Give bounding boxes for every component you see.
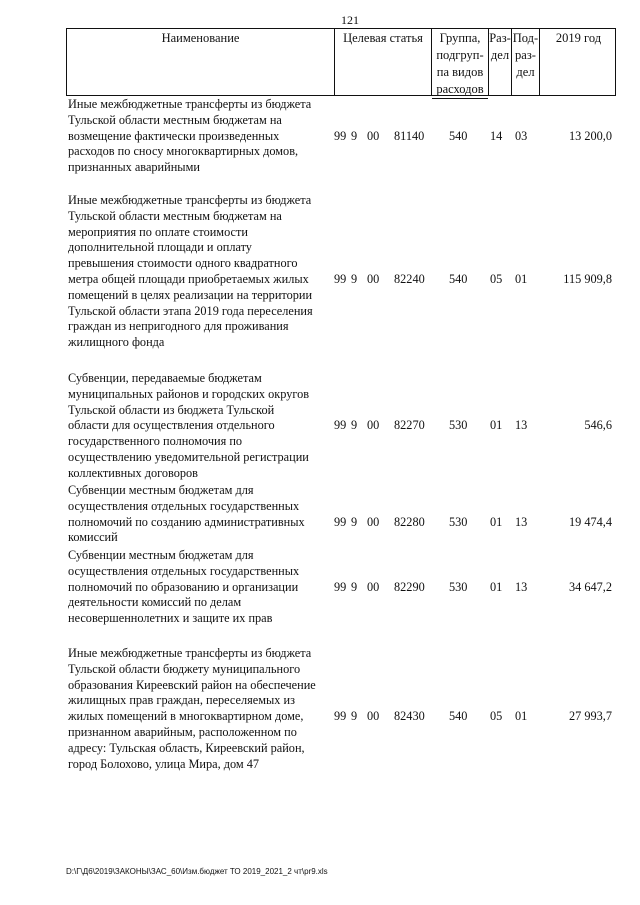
row-name-line: коллективных договоров: [68, 465, 198, 480]
header-target-article: Целевая статья: [334, 29, 431, 95]
header-name: Наименование: [161, 31, 240, 45]
row-name-line: жилищного фонда: [68, 335, 165, 350]
cell-amount: 34 647,2: [568, 579, 612, 594]
row-name-line: превышения стоимости одного квадратного: [68, 256, 298, 271]
row-name-line: области для осуществления отдельного: [68, 418, 275, 433]
row-name-line: Субвенции местным бюджетам для: [68, 483, 254, 497]
row-values: [66, 580, 616, 596]
cell-program: 99: [334, 579, 347, 594]
row-name-line: муниципальных районов и городских округов: [68, 386, 310, 401]
row-name-line: Тульской области бюджету муниципального: [68, 661, 301, 676]
cell-subprogram: 9: [351, 128, 358, 143]
cell-code: 81140: [394, 128, 425, 143]
row-name-line: признанном аварийным, расположенном по: [68, 724, 297, 739]
header-year: 2019 год: [539, 29, 617, 95]
row-name-line: Тульской области местным бюджетам на: [68, 208, 282, 223]
row-values: [66, 709, 616, 725]
cell-group: 540: [449, 128, 468, 143]
header-podrazdel-line: Под-: [512, 31, 539, 45]
cell-direction: 00: [367, 272, 380, 286]
header-group-line: расходов: [432, 81, 488, 99]
cell-direction: 00: [367, 128, 380, 143]
cell-razdel: 01: [490, 579, 503, 594]
header-group-line: подгруп-: [436, 48, 484, 62]
cell-subprogram: 9: [351, 709, 358, 724]
cell-razdel: 05: [490, 272, 503, 286]
cell-subprogram: 9: [351, 272, 358, 286]
cell-amount: 546,6: [584, 418, 612, 433]
cell-code: 82290: [394, 579, 425, 594]
header-group: [431, 29, 488, 95]
cell-group: 530: [449, 579, 468, 594]
cell-program: 99: [334, 418, 347, 433]
row-name-line: несовершеннолетних и защите их прав: [68, 611, 273, 626]
cell-direction: 00: [367, 418, 380, 433]
cell-podrazdel: 01: [515, 272, 528, 286]
cell-amount: 19 474,4: [568, 514, 612, 529]
row-name-line: дополнительной площади и оплату: [68, 240, 252, 255]
cell-amount: 13 200,0: [568, 128, 612, 143]
cell-podrazdel: 03: [515, 128, 528, 143]
cell-razdel: 01: [490, 514, 503, 529]
cell-group: 530: [449, 418, 468, 433]
cell-razdel: 01: [490, 418, 503, 433]
row-name-line: метра общей площади приобретаемых жилых: [68, 271, 309, 286]
row-name-line: деятельности комиссий по делам: [68, 595, 242, 610]
header-razdel-line: дел: [490, 48, 510, 62]
row-name-line: Субвенции местным бюджетам для: [68, 548, 254, 562]
cell-subprogram: 9: [351, 418, 358, 433]
header-group-line: па видов: [436, 65, 484, 79]
row-name-line: город Болохово, улица Мира, дом 47: [68, 756, 260, 771]
page-number: 121: [341, 13, 359, 27]
cell-program: 99: [334, 514, 347, 529]
cell-podrazdel: 13: [515, 418, 528, 433]
file-path-footer: D:\Г\Д6\2019\ЗАКОНЫ\ЗАС_60\Изм.бюджет ТО 2019_2021_2 чт\pr9.xls: [66, 867, 328, 876]
row-name-line: Иные межбюджетные трансферты из бюджета: [68, 97, 312, 111]
cell-subprogram: 9: [351, 514, 358, 529]
row-name-line: осуществления отдельных государственных: [68, 563, 300, 578]
cell-direction: 00: [367, 579, 380, 594]
cell-code: 82280: [394, 514, 425, 529]
row-name-line: граждан из непригодного для проживания: [68, 319, 289, 334]
row-name-line: комиссий: [68, 530, 118, 545]
cell-amount: 27 993,7: [568, 709, 612, 724]
header-podrazdel: [511, 29, 539, 95]
header-razdel-line: Раз-: [489, 31, 511, 45]
row-name-line: расходов по сносу многоквартирных домов,: [68, 144, 299, 159]
row-name-line: полномочий по созданию административных: [68, 514, 305, 529]
row-name-line: Тульской области этапа 2019 года переселения: [68, 303, 313, 318]
row-name-line: помещений в целях реализации на территории: [68, 287, 313, 302]
row-values: [66, 272, 616, 288]
row-name-line: жилых помещений в многоквартирном доме,: [68, 709, 304, 724]
cell-code: 82240: [394, 272, 425, 286]
row-name-line: полномочий по образованию и организации: [68, 579, 299, 594]
row-name-line: государственного полномочия по: [68, 434, 243, 449]
row-values: [66, 418, 616, 434]
row-name-line: Тульской области местным бюджетам на: [68, 112, 282, 127]
cell-razdel: 05: [490, 709, 503, 724]
cell-code: 82270: [394, 418, 425, 433]
cell-subprogram: 9: [351, 579, 358, 594]
row-values: [66, 515, 616, 531]
cell-group: 540: [449, 272, 468, 286]
cell-amount: 115 909,8: [563, 272, 612, 286]
cell-group: 530: [449, 514, 468, 529]
cell-podrazdel: 13: [515, 579, 528, 594]
row-name-line: адресу: Тульская область, Киреевский район,: [68, 740, 305, 755]
row-name-line: образования Киреевский район на обеспечение: [68, 677, 316, 692]
cell-podrazdel: 13: [515, 514, 528, 529]
header-razdel: [488, 29, 511, 95]
row-name-line: Субвенции, передаваемые бюджетам: [68, 371, 262, 385]
cell-podrazdel: 01: [515, 709, 528, 724]
row-name-line: осуществления отдельных государственных: [68, 498, 300, 513]
row-values: [66, 129, 616, 145]
cell-direction: 00: [367, 514, 380, 529]
header-podrazdel-line: раз-: [515, 48, 536, 62]
row-name-line: признанных аварийными: [68, 160, 200, 175]
cell-code: 82430: [394, 709, 425, 724]
header-podrazdel-line: дел: [516, 65, 535, 79]
row-name-line: Иные межбюджетные трансферты из бюджета: [68, 646, 312, 660]
cell-direction: 00: [367, 709, 380, 724]
row-name-line: Иные межбюджетные трансферты из бюджета: [68, 193, 312, 207]
row-name-line: возмещение фактически произведенных: [68, 128, 280, 143]
cell-program: 99: [334, 128, 347, 143]
row-name-line: Тульской области из бюджета Тульской: [68, 402, 275, 417]
row-name-line: мероприятия по оплате стоимости: [68, 224, 248, 239]
header-group-line: Группа,: [439, 31, 481, 45]
cell-program: 99: [334, 709, 347, 724]
cell-razdel: 14: [490, 128, 503, 143]
cell-group: 540: [449, 709, 468, 724]
row-name-line: осуществлению уведомительной регистрации: [68, 449, 309, 464]
table-header: [66, 28, 616, 96]
row-name-line: жилищных прав граждан, переселяемых из: [68, 693, 295, 708]
cell-program: 99: [334, 272, 347, 286]
